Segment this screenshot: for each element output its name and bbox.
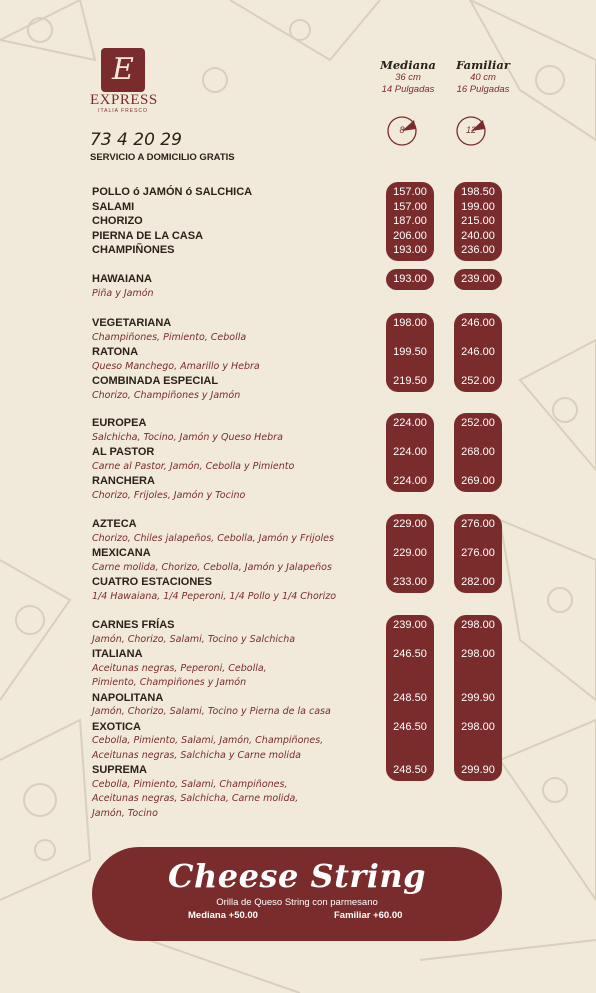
menu-item-description: Queso Manchego, Amarillo y Hebra	[92, 360, 260, 372]
price-familiar: 298.00	[461, 648, 495, 660]
size-name: Mediana	[380, 58, 436, 72]
menu-item-name: CUATRO ESTACIONES	[92, 576, 212, 588]
menu-item-description: Carne al Pastor, Jamón, Cebolla y Pimiento	[92, 460, 295, 472]
price-mediana: 246.50	[393, 720, 427, 733]
menu-item-name: ITALIANA	[92, 648, 143, 660]
size-inches: 16 Pulgadas	[456, 84, 510, 95]
price-mediana: 229.00	[393, 547, 427, 559]
price-familiar: 268.00	[461, 446, 495, 458]
menu-item-name: COMBINADA ESPECIAL	[92, 375, 219, 387]
price-mediana: 193.00	[393, 244, 427, 256]
menu-item-name: RATONA	[92, 346, 139, 358]
menu-item-name: AL PASTOR	[92, 446, 155, 458]
price-mediana: 193.00	[393, 273, 427, 285]
menu-item-description: Piña y Jamón	[92, 287, 154, 299]
menu-item-description: Chorizo, Chiles jalapeños, Cebolla, Jamón y Frijoles	[92, 532, 334, 544]
menu-item-description: Carne molida, Chorizo, Cebolla, Jamón y Jalapeños	[92, 561, 332, 573]
menu-item-description: Aceitunas negras, Peperoni, Cebolla,	[92, 662, 267, 674]
price-column-mediana	[386, 514, 434, 593]
price-familiar: 246.00	[461, 317, 495, 329]
menu-item-description: Cebolla, Pimiento, Salami, Champiñones,	[92, 778, 288, 790]
price-mediana: 248.50	[393, 764, 427, 776]
price-familiar: 299.90	[461, 691, 495, 704]
price-column-familiar	[454, 269, 502, 290]
price-column-mediana	[386, 313, 434, 392]
menu-item-name: NAPOLITANA	[92, 691, 164, 704]
price-column-familiar	[454, 182, 502, 261]
price-column-familiar	[454, 413, 502, 492]
brand-name: EXPRESS	[90, 92, 158, 108]
menu-item-description: Salchicha, Tocino, Jamón y Queso Hebra	[92, 431, 283, 443]
cheese-string-banner	[92, 847, 502, 941]
price-familiar: 215.00	[461, 215, 495, 227]
price-column-familiar	[454, 313, 502, 392]
price-column-mediana	[386, 615, 434, 781]
price-familiar: 252.00	[461, 417, 495, 429]
pizza-slice-icon	[386, 114, 422, 150]
extra-title: Cheese String	[167, 857, 426, 895]
phone-number[interactable]: 73 4 20 29	[90, 130, 182, 150]
menu-item-description: Jamón, Chorizo, Salami, Tocino y Pierna de la casa	[92, 706, 331, 717]
menu-item-description: Cebolla, Pimiento, Salami, Jamón, Champiñones,	[92, 735, 324, 746]
menu-group	[92, 316, 512, 403]
logo-mark: E	[101, 48, 145, 92]
menu-group	[92, 517, 512, 604]
menu-item-name: EUROPEA	[92, 417, 147, 429]
price-mediana: 233.00	[393, 576, 427, 588]
menu-group	[92, 272, 512, 301]
price-mediana: 224.00	[393, 475, 427, 487]
pizza-slice-icon	[455, 114, 491, 150]
menu-item-description: 1/4 Hawaiana, 1/4 Peperoni, 1/4 Pollo y 1/4 Chorizo	[92, 590, 337, 602]
size-name: Familiar	[456, 58, 510, 72]
size-header-familiar	[443, 58, 523, 96]
menu-group	[92, 185, 512, 258]
size-header-mediana	[368, 58, 448, 96]
price-mediana: 224.00	[393, 446, 427, 458]
price-familiar: 199.00	[461, 200, 495, 213]
menu-item-name: AZTECA	[92, 518, 137, 530]
price-familiar: 240.00	[461, 229, 495, 242]
menu-item-description: Chorizo, Champiñones y Jamón	[92, 389, 241, 401]
price-familiar: 299.90	[461, 764, 495, 776]
size-cm: 40 cm	[470, 72, 496, 83]
price-mediana: 219.50	[393, 375, 427, 387]
price-mediana: 157.00	[393, 200, 427, 213]
menu-item-name: SALAMI	[92, 200, 135, 213]
price-familiar: 198.50	[461, 186, 495, 198]
price-familiar: 239.00	[461, 273, 495, 285]
menu-item-description: Aceitunas negras, Salchicha y Carne molida	[92, 749, 301, 761]
menu-item-description: Pimiento, Champiñones y Jamón	[92, 677, 247, 688]
menu-item-name: MEXICANA	[92, 547, 151, 559]
price-familiar: 276.00	[461, 547, 495, 559]
menu-item-name: CARNES FRÍAS	[92, 619, 175, 631]
menu-item-description: Jamón, Chorizo, Salami, Tocino y Salchicha	[92, 633, 296, 645]
delivery-notice: SERVICIO A DOMICILIO GRATIS	[90, 152, 235, 163]
price-mediana: 198.00	[393, 317, 427, 329]
price-mediana: 248.50	[393, 691, 427, 704]
price-mediana: 246.50	[393, 648, 427, 660]
price-familiar: 282.00	[461, 576, 495, 588]
price-column-familiar	[454, 514, 502, 593]
menu-item-description: Champiñones, Pimiento, Cebolla	[92, 331, 247, 343]
menu-item-description: Chorizo, Frijoles, Jamón y Tocino	[92, 489, 246, 501]
price-familiar: 298.00	[461, 720, 495, 733]
menu-item-description: Jamón, Tocino	[92, 807, 158, 819]
menu-item-name: CHORIZO	[92, 215, 143, 227]
price-column-mediana	[386, 413, 434, 492]
extra-price-familiar: Familiar +60.00	[334, 910, 403, 921]
menu-item-name: PIERNA DE LA CASA	[92, 229, 204, 242]
slice-count: 12	[465, 125, 476, 135]
price-familiar: 252.00	[461, 375, 495, 387]
menu-item-name: RANCHERA	[92, 475, 155, 487]
price-column-mediana	[386, 269, 434, 290]
menu-item-name: POLLO ó JAMÓN ó SALCHICA	[92, 186, 253, 198]
menu-group	[92, 618, 512, 821]
slice-count: 8	[399, 125, 405, 135]
price-familiar: 269.00	[461, 475, 495, 487]
menu-item-name: SUPREMA	[92, 764, 148, 776]
price-familiar: 276.00	[461, 518, 495, 530]
price-familiar: 236.00	[461, 244, 495, 256]
menu-item-name: EXOTICA	[92, 720, 141, 733]
price-mediana: 224.00	[393, 417, 427, 429]
size-inches: 14 Pulgadas	[381, 84, 435, 95]
extra-subtitle: Orilla de Queso String con parmesano	[216, 897, 378, 908]
price-mediana: 157.00	[393, 186, 427, 198]
brand-logo	[90, 48, 156, 115]
price-mediana: 239.00	[393, 619, 427, 631]
menu-item-name: HAWAIANA	[92, 273, 152, 285]
price-column-mediana	[386, 182, 434, 261]
price-familiar: 246.00	[461, 346, 495, 358]
price-column-familiar	[454, 615, 502, 781]
price-familiar: 298.00	[461, 619, 495, 631]
menu-item-name: CHAMPIÑONES	[92, 244, 175, 256]
price-mediana: 187.00	[393, 215, 427, 227]
menu-item-description: Aceitunas negras, Salchicha, Carne molida,	[92, 793, 299, 804]
price-mediana: 206.00	[393, 229, 427, 242]
size-cm: 36 cm	[395, 72, 421, 83]
menu-item-name: VEGETARIANA	[92, 317, 172, 329]
price-mediana: 199.50	[393, 346, 427, 358]
brand-tagline: ITALIA FRESCO	[98, 108, 148, 114]
price-mediana: 229.00	[393, 518, 427, 530]
extra-price-mediana: Mediana +50.00	[188, 910, 258, 921]
menu-group	[92, 416, 512, 503]
